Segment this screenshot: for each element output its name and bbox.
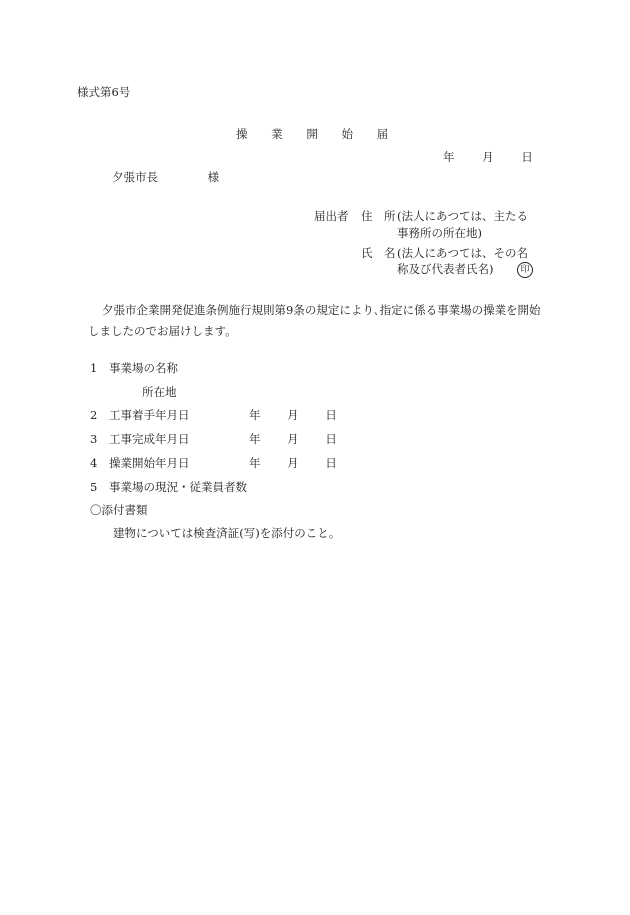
addressee bbox=[112, 172, 219, 184]
addressee-name: 夕張市長 bbox=[112, 170, 158, 184]
address-note-2: 事務所の所在地) bbox=[397, 226, 482, 240]
title-char: 届 bbox=[376, 127, 389, 141]
title-char: 始 bbox=[341, 127, 353, 141]
item-number: 5 bbox=[90, 480, 98, 494]
seal-mark bbox=[517, 262, 533, 278]
date-month: 月 bbox=[287, 456, 299, 470]
attachments-note: 建物については検査済証(写)を添付のこと。 bbox=[113, 526, 341, 540]
date-month: 月 bbox=[287, 432, 299, 446]
item-label: 操業開始年月日 bbox=[108, 456, 190, 470]
date-year: 年 bbox=[443, 150, 455, 164]
date-day: 日 bbox=[521, 150, 533, 164]
date-month: 月 bbox=[482, 150, 494, 164]
item-number: 3 bbox=[90, 432, 98, 446]
item-label: 工事完成年月日 bbox=[108, 432, 190, 446]
date-month: 月 bbox=[287, 408, 299, 422]
item-number: 2 bbox=[90, 408, 98, 422]
attachments-heading: 〇添付書類 bbox=[90, 503, 148, 517]
date-day: 日 bbox=[325, 408, 337, 422]
addressee-honorific: 様 bbox=[207, 170, 220, 184]
item-1-location: 所在地 bbox=[142, 385, 177, 399]
item-2-date bbox=[249, 410, 337, 422]
item-label: 事業場の現況・従業員者数 bbox=[108, 480, 247, 494]
title-char: 開 bbox=[306, 127, 318, 141]
date-line bbox=[443, 152, 533, 164]
item-1 bbox=[90, 363, 178, 375]
date-year: 年 bbox=[249, 408, 261, 422]
item-3-date bbox=[249, 434, 337, 446]
date-day: 日 bbox=[325, 456, 337, 470]
form-number: 様式第6号 bbox=[77, 85, 131, 99]
name-note-1: (法人にあつては、その名 bbox=[397, 246, 528, 260]
item-4-date bbox=[249, 458, 337, 470]
document-title bbox=[236, 129, 408, 141]
body-line-2: しましたのでお届けします。 bbox=[88, 324, 237, 338]
date-year: 年 bbox=[249, 432, 261, 446]
date-day: 日 bbox=[325, 432, 337, 446]
title-char: 操 bbox=[236, 127, 248, 141]
item-5 bbox=[90, 482, 247, 494]
item-3 bbox=[90, 434, 189, 446]
date-year: 年 bbox=[249, 456, 261, 470]
title-char: 業 bbox=[271, 127, 283, 141]
address-label: 住 所 bbox=[361, 209, 396, 223]
item-number: 1 bbox=[90, 361, 98, 375]
address-note-1: (法人にあつては、主たる bbox=[397, 209, 528, 223]
name-note-2: 称及び代表者氏名) bbox=[397, 262, 494, 276]
item-label: 事業場の名称 bbox=[108, 361, 178, 375]
seal-icon: 印 bbox=[517, 262, 533, 278]
body-line-1: 夕張市企業開発促進条例施行規則第9条の規定により､指定に係る事業場の操業を開始 bbox=[102, 303, 541, 317]
name-label: 氏 名 bbox=[361, 246, 396, 260]
item-number: 4 bbox=[90, 456, 98, 470]
applicant-label: 届出者 bbox=[314, 209, 349, 223]
item-label: 工事着手年月日 bbox=[108, 408, 190, 422]
item-2 bbox=[90, 410, 189, 422]
item-4 bbox=[90, 458, 189, 470]
